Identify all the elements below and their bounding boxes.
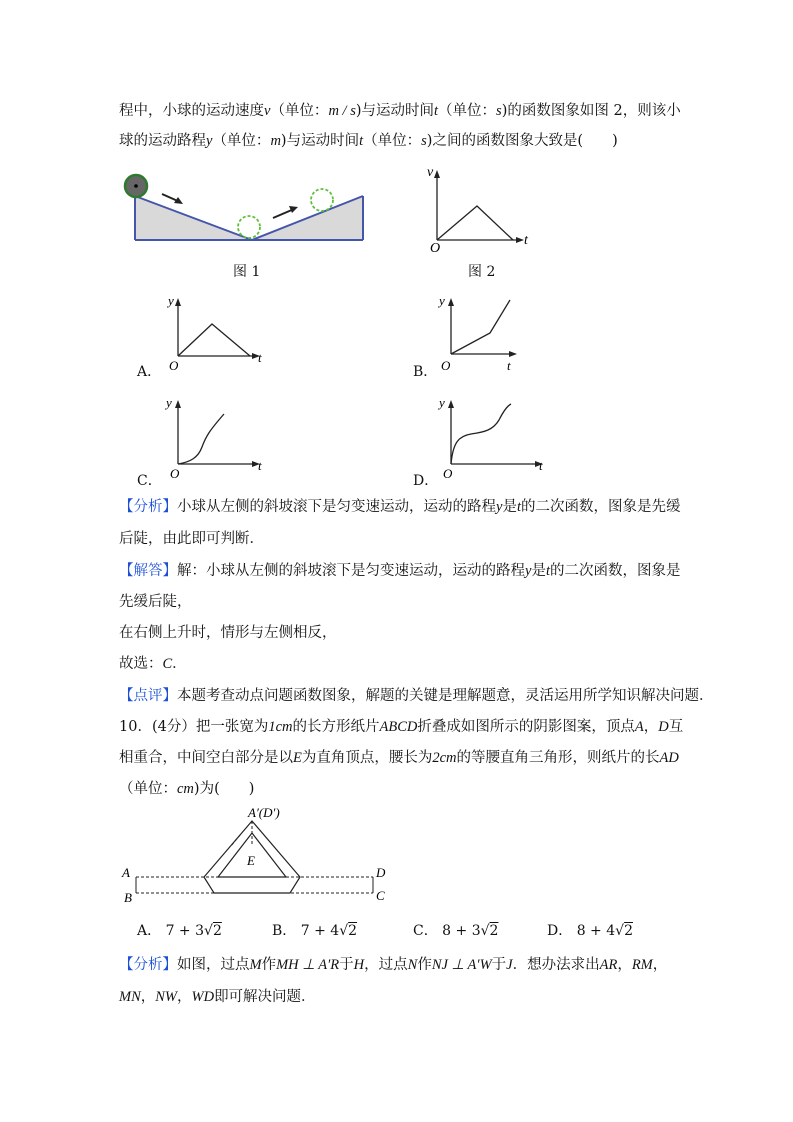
text: 如图，过点 bbox=[177, 957, 250, 973]
text: 解：小球从左侧的斜坡滚下是匀变速运动，运动的路程 bbox=[177, 563, 525, 579]
var: A bbox=[634, 719, 644, 735]
text: 程中，小球的运动速度 bbox=[119, 103, 264, 119]
text: 本题考查动点问题函数图象，解题的关键是理解题意，灵活运用所学知识解决问题． bbox=[177, 688, 714, 704]
var: M bbox=[249, 957, 262, 973]
comment-tag: 【点评】 bbox=[119, 688, 177, 704]
choice-a[interactable]: A． 7 + 3√2 bbox=[137, 923, 222, 939]
unit: s bbox=[421, 133, 427, 149]
text: （单位： bbox=[363, 133, 422, 149]
label-a-prime-d-prime: A′(D′) bbox=[248, 805, 280, 820]
text: 作 bbox=[417, 957, 432, 973]
axis-label-y: y bbox=[439, 293, 445, 308]
choice-b-label: B． bbox=[272, 923, 297, 939]
solution-9-line-3: 在右侧上升时，情形与左侧相反， bbox=[119, 625, 337, 641]
var: NW bbox=[155, 989, 177, 1005]
unit: s bbox=[496, 103, 502, 119]
choice-c-label: C． bbox=[413, 923, 438, 939]
text: ，过点 bbox=[364, 957, 408, 973]
fold-crease bbox=[231, 835, 240, 846]
var: H bbox=[353, 957, 365, 973]
text: )为( ) bbox=[193, 781, 255, 797]
unit: m bbox=[270, 133, 281, 149]
text: 故选： bbox=[119, 656, 163, 672]
var: ABCD bbox=[379, 719, 418, 735]
choice-b-value: 7 + 4 bbox=[300, 923, 340, 939]
var: N bbox=[407, 957, 418, 973]
figure-folded-paper bbox=[118, 805, 398, 905]
text: 的二次函数，图象是 bbox=[549, 563, 681, 579]
analysis-tag: 【分析】 bbox=[119, 957, 177, 973]
t-arrow bbox=[516, 237, 524, 243]
text: 相重合，中间空白部分是以 bbox=[119, 750, 293, 766]
text: ， bbox=[652, 957, 668, 973]
option-b-label[interactable]: B． bbox=[413, 364, 438, 380]
q9-line-2 bbox=[119, 131, 618, 151]
var: RM bbox=[631, 957, 653, 973]
option-a-label[interactable]: A． bbox=[137, 364, 162, 380]
choice-d-value: 8 + 4 bbox=[576, 923, 616, 939]
ball-center bbox=[134, 184, 138, 188]
text: 于 bbox=[491, 957, 507, 973]
label-a: A bbox=[122, 865, 130, 880]
var: MN bbox=[119, 989, 141, 1005]
text: 即可解决问题． bbox=[214, 989, 316, 1005]
origin-label: O bbox=[443, 466, 453, 481]
text: )之间的函数图象大致是( ) bbox=[426, 133, 618, 149]
option-b-graph[interactable] bbox=[433, 290, 543, 375]
comment-9 bbox=[119, 686, 714, 706]
q10-line-2 bbox=[119, 748, 679, 768]
text: （单位： bbox=[212, 133, 271, 149]
expr: MH ⊥ A′R bbox=[276, 957, 340, 973]
ball-right bbox=[311, 189, 333, 211]
axis-label-y: y bbox=[168, 293, 174, 308]
radicand: 2 bbox=[348, 923, 358, 939]
option-c-label[interactable]: C． bbox=[137, 473, 162, 489]
text: ， bbox=[643, 719, 659, 735]
text: 为直角顶点，腰长为 bbox=[301, 750, 433, 766]
y-arrow bbox=[175, 400, 181, 408]
vt-curve bbox=[437, 206, 513, 240]
text: ， bbox=[617, 957, 632, 973]
value: 1cm bbox=[268, 719, 293, 735]
text: ． bbox=[172, 656, 187, 672]
label-c: C bbox=[376, 888, 385, 903]
radicand: 2 bbox=[624, 923, 633, 939]
choice-c[interactable]: C． 8 + 3√2 bbox=[413, 923, 499, 939]
figure-2-vt-graph bbox=[420, 160, 540, 255]
text: 球的运动路程 bbox=[119, 133, 206, 149]
var-t: t bbox=[545, 563, 550, 579]
var: E bbox=[293, 750, 302, 766]
text: 的长方形纸片 bbox=[292, 719, 380, 735]
radicand: 2 bbox=[212, 923, 222, 939]
curve-b bbox=[451, 300, 510, 354]
choice-d[interactable]: D． 8 + 4√2 bbox=[547, 923, 633, 939]
expr: NJ ⊥ A′W bbox=[431, 957, 492, 973]
var-y: y bbox=[496, 499, 503, 515]
var: D bbox=[658, 719, 669, 735]
text: 互 bbox=[668, 719, 684, 735]
axis-label-y: y bbox=[166, 395, 172, 410]
q10-line-1 bbox=[119, 717, 683, 737]
figure-1-slopes bbox=[120, 168, 370, 248]
value: 2cm bbox=[432, 750, 457, 766]
var: AR bbox=[599, 957, 618, 973]
analysis-9-line-2: 后陡，由此即可判断． bbox=[119, 531, 264, 547]
radicand: 2 bbox=[489, 923, 499, 939]
text: 是 bbox=[531, 563, 546, 579]
var-t: t bbox=[359, 133, 364, 149]
option-d-graph[interactable] bbox=[433, 392, 553, 482]
axis-label-y: y bbox=[439, 395, 445, 410]
var-t: t bbox=[516, 499, 521, 515]
solution-9-line-2: 先缓后陡， bbox=[119, 594, 192, 610]
solution-9-line-1 bbox=[119, 561, 680, 581]
analysis-10-line-1 bbox=[119, 955, 667, 975]
origin-label: O bbox=[430, 241, 441, 255]
y-arrow bbox=[448, 400, 454, 408]
text: 于 bbox=[339, 957, 354, 973]
curve-d bbox=[451, 404, 511, 464]
y-arrow bbox=[448, 298, 454, 306]
choice-c-value: 8 + 3 bbox=[442, 923, 481, 939]
analysis-tag: 【分析】 bbox=[119, 499, 177, 515]
text: （单位： bbox=[438, 103, 497, 119]
option-d-label[interactable]: D． bbox=[413, 473, 439, 489]
var: AD bbox=[659, 750, 679, 766]
label-b: B bbox=[124, 890, 132, 905]
text: 10．(4分）把一张宽为 bbox=[119, 719, 269, 735]
choice-d-label: D． bbox=[547, 923, 573, 939]
text: 的二次函数，图象是先缓 bbox=[520, 499, 681, 515]
ball-bottom bbox=[238, 216, 260, 238]
label-d: D bbox=[376, 865, 386, 880]
arrow-up-shaft bbox=[273, 209, 294, 218]
analysis-10-line-2 bbox=[119, 987, 316, 1007]
y-arrow bbox=[175, 298, 181, 306]
text: ， bbox=[140, 989, 156, 1005]
t-arrow bbox=[509, 351, 517, 357]
axis-label-t: t bbox=[507, 358, 511, 373]
var: WD bbox=[191, 989, 215, 1005]
axis-label-t: t bbox=[539, 458, 543, 473]
figure-1-caption: 图 1 bbox=[233, 264, 261, 280]
text: 是 bbox=[502, 499, 517, 515]
q10-line-3 bbox=[119, 779, 254, 799]
figure-2-caption: 图 2 bbox=[468, 264, 496, 280]
choice-a-value: 7 + 3 bbox=[165, 923, 205, 939]
q9-line-1 bbox=[119, 101, 681, 121]
text: 小球从左侧的斜坡滚下是匀变速运动，运动的路程 bbox=[177, 499, 496, 515]
text: 作 bbox=[261, 957, 277, 973]
text: （单位： bbox=[270, 103, 329, 119]
text: （单位： bbox=[119, 781, 177, 797]
var-t: t bbox=[434, 103, 439, 119]
choice-b[interactable]: B． 7 + 4√2 bbox=[272, 923, 358, 939]
var-y: y bbox=[206, 133, 213, 149]
text: ， bbox=[177, 989, 192, 1005]
text: )与运动时间 bbox=[355, 103, 435, 119]
text: )与运动时间 bbox=[280, 133, 360, 149]
choice-a-label: A． bbox=[137, 923, 162, 939]
text: 的等腰直角三角形，则纸片的长 bbox=[456, 750, 660, 766]
curve-c bbox=[178, 414, 224, 464]
curve-a bbox=[178, 324, 250, 356]
unit: m / s bbox=[328, 103, 356, 119]
axis-label-t: t bbox=[258, 350, 262, 365]
text: )的函数图象如图 2，则该小 bbox=[501, 103, 681, 119]
v-arrow bbox=[434, 170, 440, 178]
answer: C bbox=[162, 656, 173, 672]
solution-tag: 【解答】 bbox=[119, 563, 177, 579]
var-y: y bbox=[525, 563, 532, 579]
analysis-9-line-1 bbox=[119, 497, 680, 517]
var-v: v bbox=[264, 103, 271, 119]
slope-fill bbox=[135, 196, 363, 240]
solution-9-line-4 bbox=[119, 654, 187, 674]
axis-label-t: t bbox=[524, 233, 528, 248]
unit: cm bbox=[177, 781, 194, 797]
origin-label: O bbox=[441, 358, 451, 373]
origin-label: O bbox=[169, 358, 179, 373]
option-c-graph[interactable] bbox=[160, 392, 270, 482]
axis-label-t: t bbox=[258, 458, 262, 473]
text: 折叠成如图所示的阴影图案，顶点 bbox=[417, 719, 635, 735]
var: J bbox=[506, 957, 513, 973]
text: ．想办法求出 bbox=[512, 957, 600, 973]
option-a-graph[interactable] bbox=[160, 290, 270, 375]
axis-label-v: v bbox=[427, 165, 434, 180]
label-e: E bbox=[247, 853, 255, 868]
origin-label: O bbox=[170, 466, 180, 481]
